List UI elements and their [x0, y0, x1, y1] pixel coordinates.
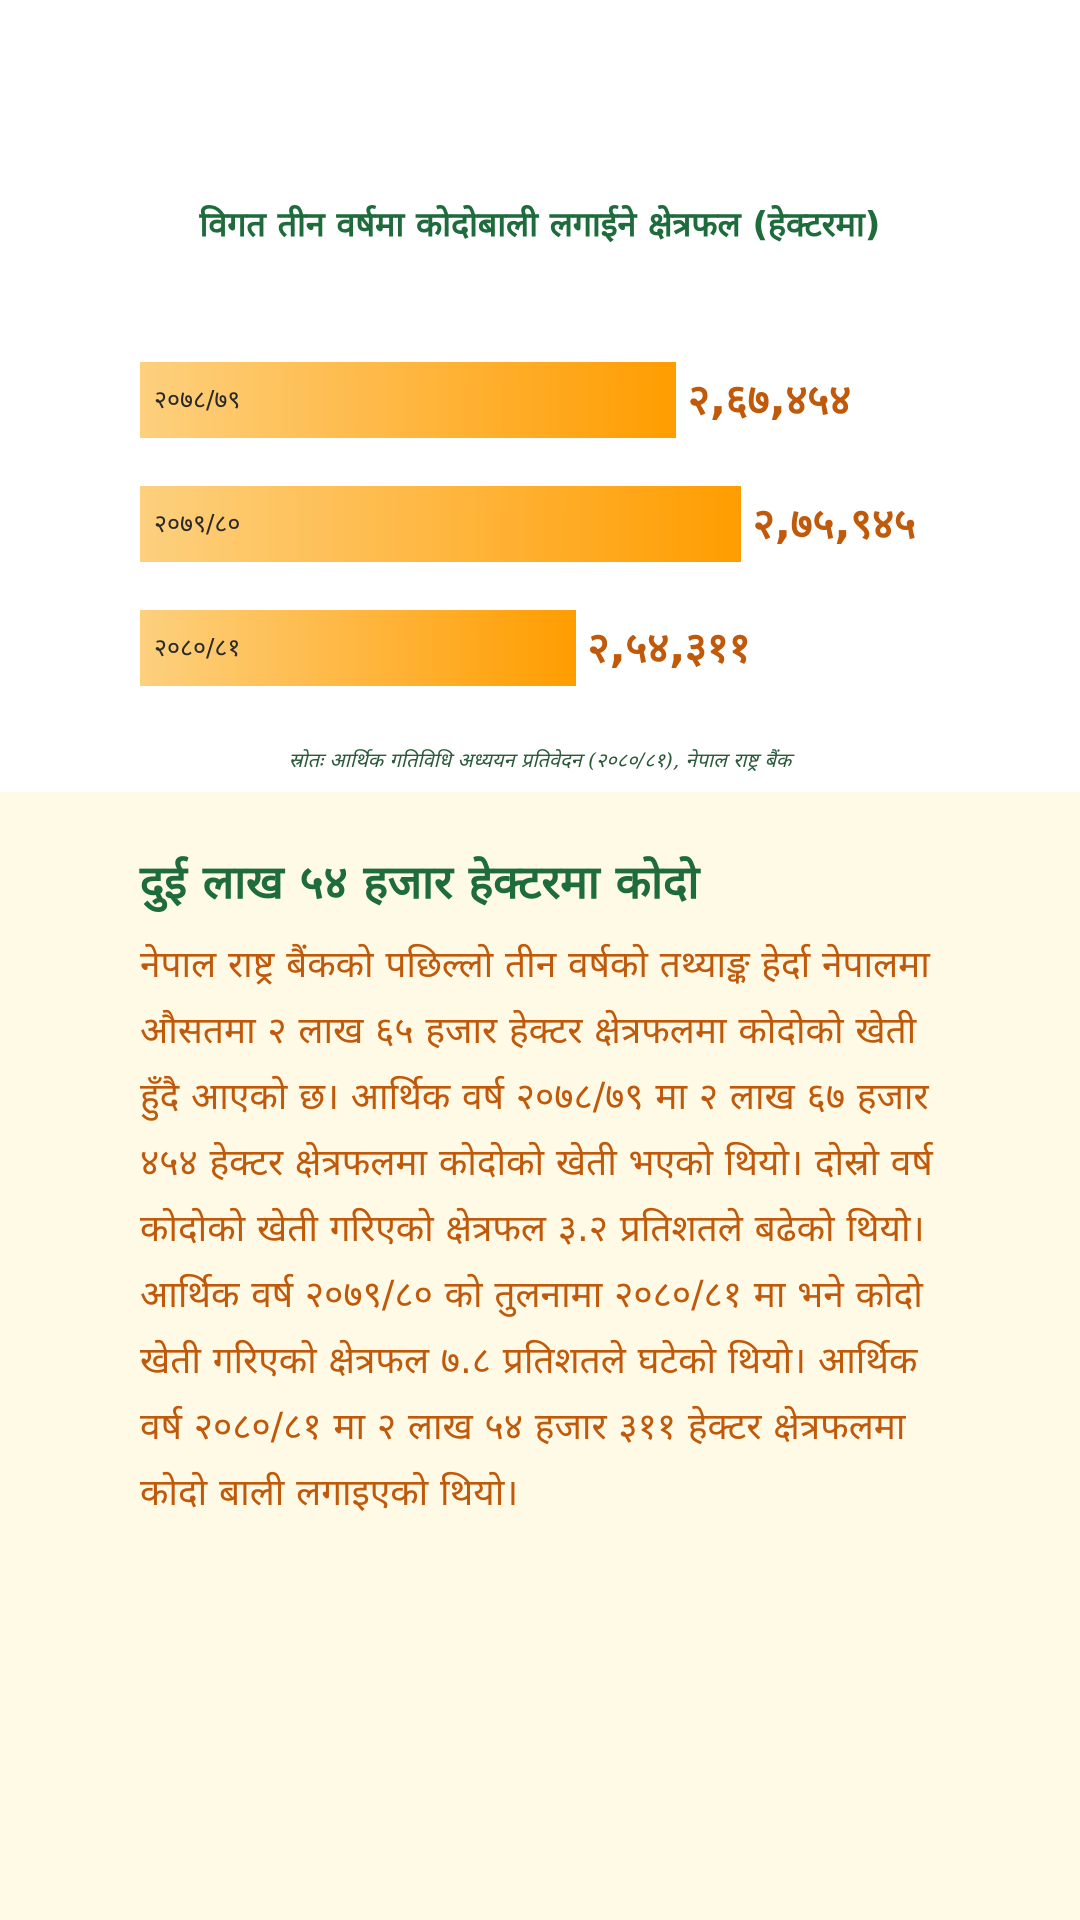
- article-body: नेपाल राष्ट्र बैंकको पछिल्लो तीन वर्षको तथ्याङ्क हेर्दा नेपालमा औसतमा २ लाख ६५ हजार हेक्टर क्षेत्रफलमा कोदोको खेती हुँदै आएको छ। आर्थिक वर्ष २०७८/७९ मा २ लाख ६७ हजार ४५४ हेक्टर क्षेत्रफलमा कोदोको खेती भएको थियो। दोस्रो वर्ष कोदोको खेती गरिएको क्षेत्रफल ३.२ प्रतिशतले बढेको थियो। आर्थिक वर्ष २०७९/८० को तुलनामा २०८०/८१ मा भने कोदो खेती गरिएको क्षेत्रफल ७.८ प्रतिशतले घटेको थियो। आर्थिक वर्ष २०८०/८१ मा २ लाख ५४ हजार ३११ हेक्टर क्षेत्रफलमा कोदो बाली लगाइएको थियो।: [140, 943, 933, 1514]
- chart-section: [0, 0, 1080, 792]
- bar-value-label: २,५४,३११: [587, 623, 751, 672]
- chart-title: विगत तीन वर्षमा कोदोबाली लगाईने क्षेत्रफल (हेक्टरमा): [199, 205, 881, 245]
- article-section: [0, 792, 1080, 1920]
- bar: [140, 486, 741, 562]
- bar: [140, 362, 676, 438]
- bar-category-label: २०७९/८०: [154, 509, 241, 538]
- bar-chart: [0, 0, 1080, 792]
- bar-value-label: २,६७,४५४: [688, 375, 852, 424]
- bar-category-label: २०८०/८१: [154, 633, 241, 662]
- article-heading: दुई लाख ५४ हजार हेक्टरमा कोदो: [140, 855, 700, 909]
- bar-category-label: २०७८/७९: [154, 385, 241, 414]
- bar: [140, 610, 576, 686]
- bar-value-label: २,७५,९४५: [753, 499, 916, 548]
- chart-source: स्रोतः आर्थिक गतिविधि अध्ययन प्रतिवेदन (२०८०/८१), नेपाल राष्ट्र बैंक: [288, 748, 792, 772]
